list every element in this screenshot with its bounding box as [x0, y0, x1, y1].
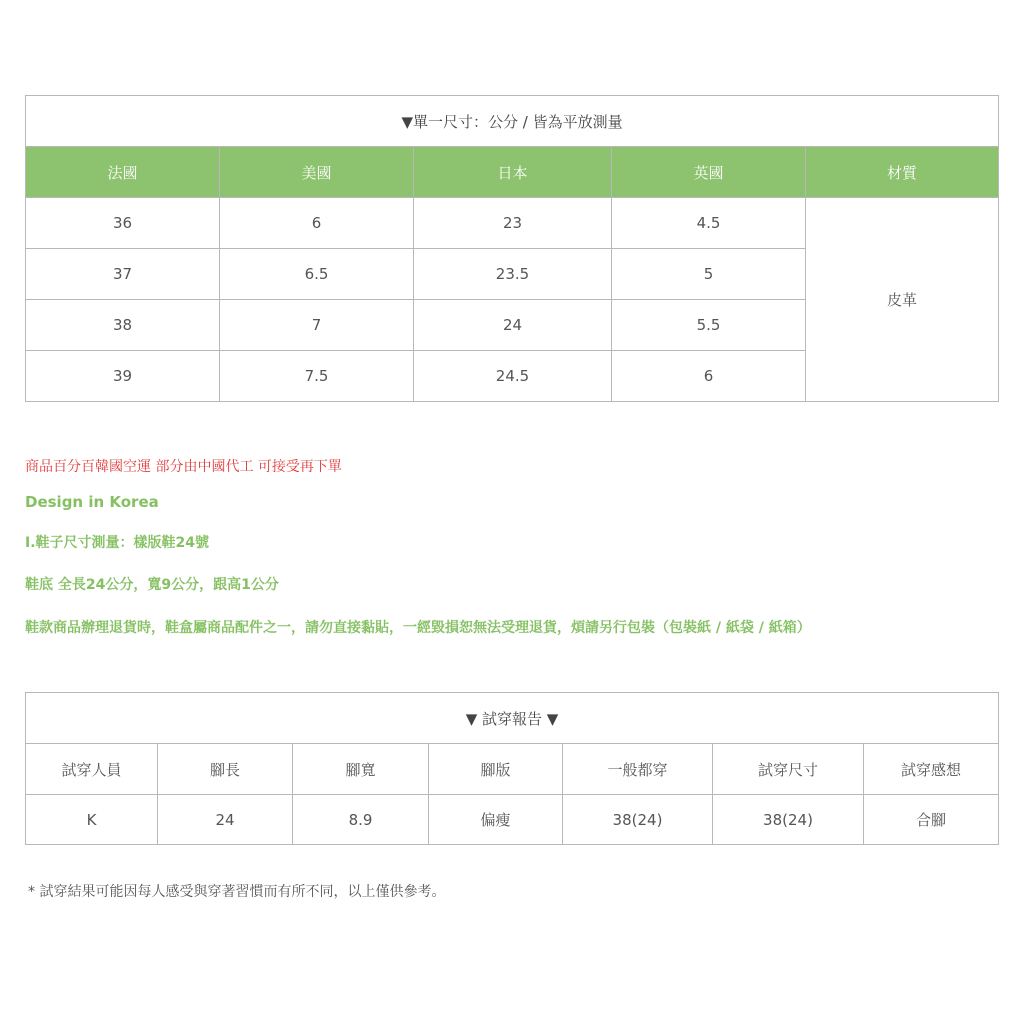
- material-cell: 皮革: [806, 198, 999, 402]
- header-feedback: 試穿感想: [864, 744, 999, 795]
- cell: 23.5: [414, 249, 612, 300]
- cell: 6.5: [220, 249, 414, 300]
- design-note: Design in Korea: [25, 493, 159, 511]
- sole-note: 鞋底 全長24公分，寬9公分，跟高1公分: [25, 577, 279, 593]
- header-uk: 英國: [612, 147, 806, 198]
- cell: 7.5: [220, 351, 414, 402]
- cell: 5.5: [612, 300, 806, 351]
- cell: 37: [26, 249, 220, 300]
- cell: 6: [220, 198, 414, 249]
- cell: K: [26, 795, 158, 845]
- table-row: [26, 795, 999, 845]
- measure-note: Ⅰ.鞋子尺寸測量：樣版鞋24號: [25, 535, 210, 551]
- cell: 38: [26, 300, 220, 351]
- header-tried-size: 試穿尺寸: [713, 744, 864, 795]
- size-table-caption: ▼單一尺寸：公分 / 皆為平放測量: [26, 96, 999, 147]
- cell: 8.9: [293, 795, 429, 845]
- disclaimer-footnote: * 試穿結果可能因每人感受與穿著習慣而有所不同，以上僅供參考。: [28, 884, 446, 900]
- header-material: 材質: [806, 147, 999, 198]
- header-japan: 日本: [414, 147, 612, 198]
- size-table: [25, 95, 999, 402]
- header-tester: 試穿人員: [26, 744, 158, 795]
- cell: 24.5: [414, 351, 612, 402]
- cell: 24: [158, 795, 293, 845]
- header-france: 法國: [26, 147, 220, 198]
- cell: 合腳: [864, 795, 999, 845]
- cell: 偏瘦: [429, 795, 563, 845]
- header-foot-type: 腳版: [429, 744, 563, 795]
- fit-report-caption: ▼ 試穿報告 ▼: [26, 693, 999, 744]
- cell: 5: [612, 249, 806, 300]
- cell: 6: [612, 351, 806, 402]
- header-usa: 美國: [220, 147, 414, 198]
- header-foot-length: 腳長: [158, 744, 293, 795]
- origin-note: 商品百分百韓國空運 部分由中國代工 可接受再下單: [25, 459, 342, 475]
- cell: 38(24): [713, 795, 864, 845]
- cell: 39: [26, 351, 220, 402]
- cell: 4.5: [612, 198, 806, 249]
- cell: 38(24): [563, 795, 713, 845]
- header-foot-width: 腳寬: [293, 744, 429, 795]
- cell: 7: [220, 300, 414, 351]
- fit-report-table: [25, 692, 999, 845]
- cell: 36: [26, 198, 220, 249]
- return-policy-note: 鞋款商品辦理退貨時，鞋盒屬商品配件之一，請勿直接黏貼，一經毀損恕無法受理退貨，煩請另行包裝（包裝紙 / 紙袋 / 紙箱）: [25, 620, 811, 636]
- table-row: [26, 198, 999, 249]
- cell: 23: [414, 198, 612, 249]
- cell: 24: [414, 300, 612, 351]
- header-usual-size: 一般都穿: [563, 744, 713, 795]
